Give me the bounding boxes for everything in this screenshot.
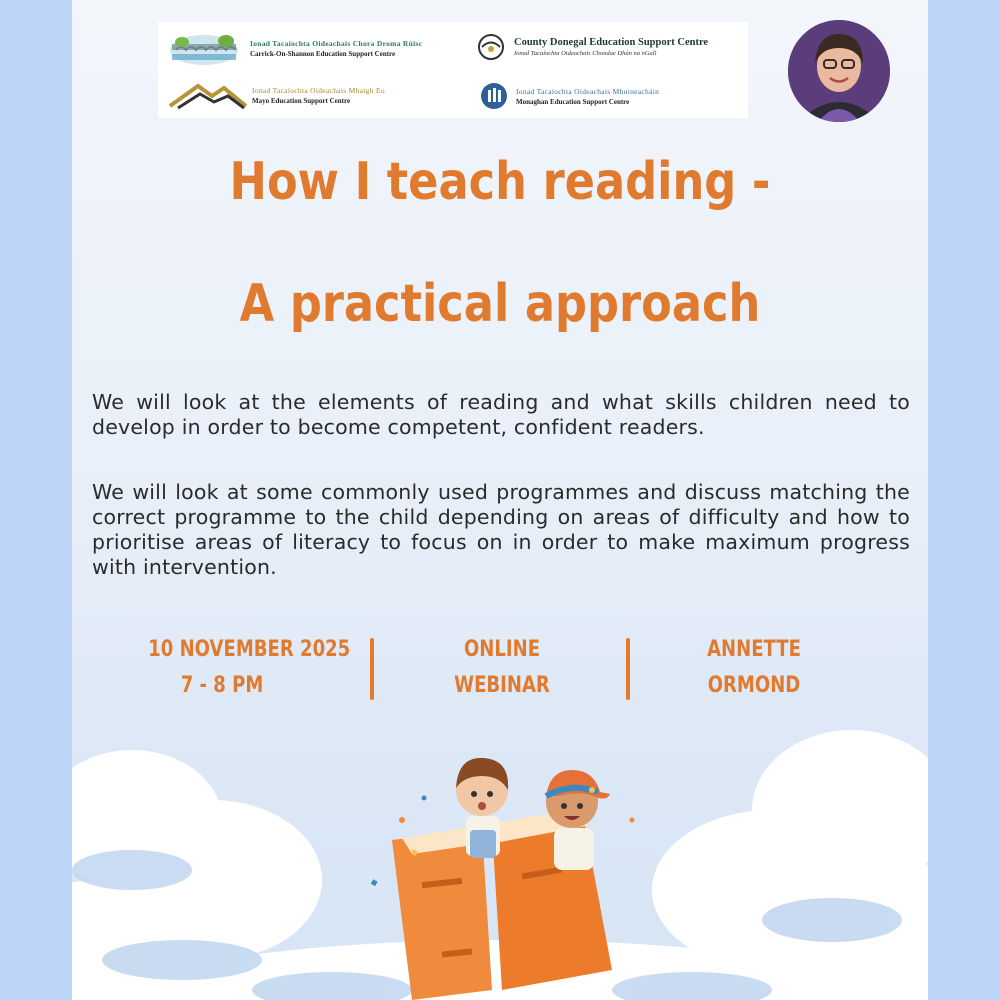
mayo-logo-line2: Mayo Education Support Centre xyxy=(252,96,351,105)
presenter-name-line1: ANNETTE xyxy=(707,637,801,662)
event-datetime xyxy=(148,632,351,704)
donegal-logo-line2: Ionad Tacaíochta Oideachais Chondae Dhún na nGall xyxy=(514,50,657,57)
event-time: 7 - 8 PM xyxy=(180,673,264,698)
monaghan-logo-line2: Monaghan Education Support Centre xyxy=(516,97,630,106)
event-format-line1: ONLINE xyxy=(463,637,541,662)
event-format xyxy=(453,632,551,704)
presenter-name-line2: ORMOND xyxy=(707,673,801,698)
monaghan-logo-line1: Ionad Tacaíochta Oideachais Mhuineacháin xyxy=(516,86,660,96)
partner-logos-banner xyxy=(158,22,748,118)
title-line-1: How I teach reading - xyxy=(229,152,771,212)
poster xyxy=(72,0,928,1000)
mayo-logo-line1: Ionad Tacaíochta Oideachais Mhaigh Eo xyxy=(252,85,385,95)
divider-right xyxy=(626,638,630,700)
donegal-logo-icon xyxy=(476,32,506,62)
donegal-logo-line1: County Donegal Education Support Centre xyxy=(514,37,709,48)
mountains-logo-icon xyxy=(168,80,248,110)
monaghan-logo xyxy=(480,82,659,110)
description-paragraph-1: We will look at the elements of reading and what skills children need to develop in order to become competent, confident readers. xyxy=(92,390,910,439)
divider-left xyxy=(370,638,374,700)
event-format-line2: WEBINAR xyxy=(454,673,550,698)
bridge-logo-icon xyxy=(168,30,240,66)
children-on-book-illustration xyxy=(72,700,928,1000)
description-paragraph-2: We will look at some commonly used programmes and discuss matching the correct programme to the child depending on areas of difficulty and how to prioritise areas of literacy to focus on in order to make maximum progress with intervention. xyxy=(92,480,910,579)
carrick-logo-line1: Ionad Tacaíochta Oideachais Chora Droma Rúisc xyxy=(250,38,423,48)
carrick-logo xyxy=(168,30,422,66)
presenter-avatar xyxy=(788,20,890,122)
mayo-logo xyxy=(168,80,385,110)
event-presenter xyxy=(705,632,803,704)
event-date: 10 NOVEMBER 2025 xyxy=(148,637,351,662)
title-line-2: A practical approach xyxy=(239,274,761,334)
monaghan-logo-icon xyxy=(480,82,508,110)
donegal-logo xyxy=(476,32,708,62)
carrick-logo-line2: Carrick-On-Shannon Education Support Centre xyxy=(250,49,396,58)
